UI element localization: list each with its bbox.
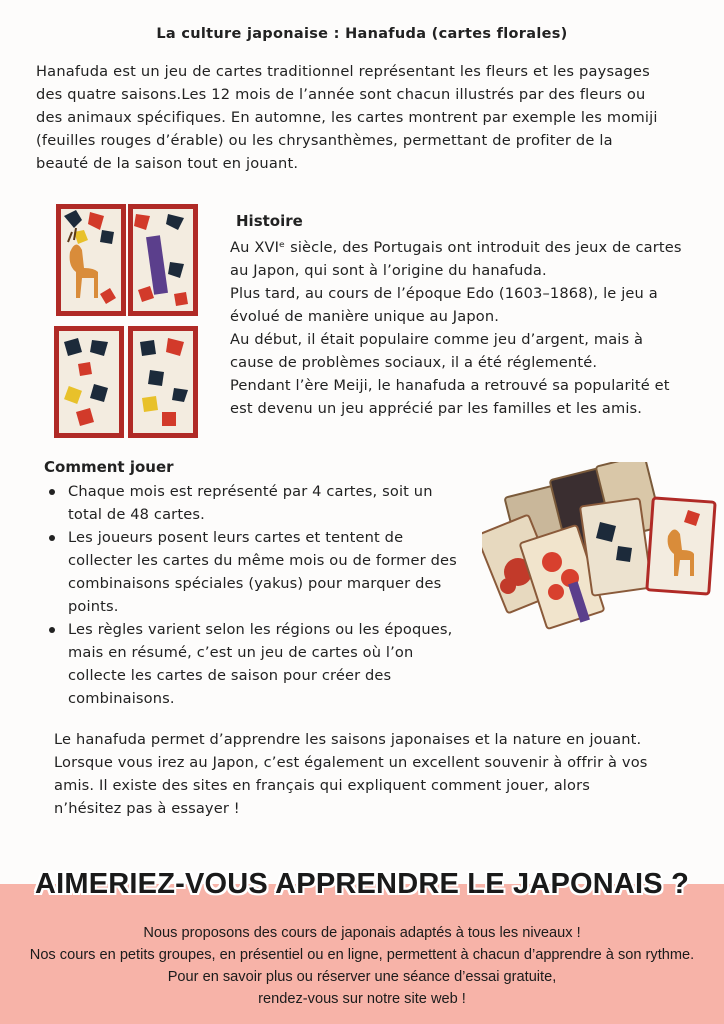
leaves-card-1: [54, 326, 124, 438]
promo-text: [0, 922, 724, 1010]
list-item-line: Les règles varient selon les régions ou les époques,: [68, 621, 453, 638]
list-item-line: total de 48 cartes.: [68, 506, 205, 523]
list-item-line: Les joueurs posent leurs cartes et tentent de: [68, 529, 404, 546]
history-line: Au XVIᵉ siècle, des Portugais ont introduit des jeux de cartes: [230, 239, 682, 256]
how-to-play-list: [44, 480, 484, 710]
outro-line: Le hanafuda permet d’apprendre les saisons japonaises et la nature en jouant.: [54, 731, 642, 748]
history-line: cause de problèmes sociaux, il a été réglementé.: [230, 354, 598, 371]
fan-card-deer: [647, 498, 715, 594]
outro-line: amis. Il existe des sites en français qui expliquent comment jouer, alors: [54, 777, 590, 794]
list-item-line: Chaque mois est représenté par 4 cartes, soit un: [68, 483, 433, 500]
intro-line: des quatre saisons.Les 12 mois de l’année sont chacun illustrés par des fleurs ou: [36, 86, 646, 103]
intro-line: (feuilles rouges d’érable) ou les chrysanthèmes, permettant de profiter de la: [36, 132, 613, 149]
promo-line: Nos cours en petits groupes, en présentiel ou en ligne, permettent à chacun d’apprendre à son rythme.: [29, 947, 695, 963]
history-line: est devenu un jeu apprécié par les familles et les amis.: [230, 400, 643, 417]
outro-line: n’hésitez pas à essayer !: [54, 800, 240, 817]
leaves-card-2: [128, 326, 198, 438]
history-paragraph: [230, 236, 710, 420]
promo-line: rendez-vous sur notre site web !: [258, 991, 466, 1007]
hanafuda-fan-illustration: [482, 462, 724, 654]
intro-line: des animaux spécifiques. En automne, les cartes montrent par exemple les momiji: [36, 109, 658, 126]
promo-line: Nous proposons des cours de japonais adaptés à tous les niveaux !: [143, 925, 581, 941]
bullet-icon: [49, 489, 55, 495]
hanafuda-cards-illustration: [50, 202, 200, 442]
list-item: [44, 480, 484, 526]
page-title: La culture japonaise : Hanafuda (cartes florales): [156, 26, 568, 42]
bullet-icon: [49, 535, 55, 541]
how-to-play-heading: Comment jouer: [44, 458, 174, 476]
list-item-line: combinaisons spéciales (yakus) pour marquer des: [68, 575, 442, 592]
deer-card: [56, 204, 126, 316]
bullet-icon: [49, 627, 55, 633]
promo-line: Pour en savoir plus ou réserver une séance d’essai gratuite,: [167, 969, 557, 985]
list-item-line: mais en résumé, c’est un jeu de cartes où l’on: [68, 644, 414, 661]
history-line: évolué de manière unique au Japon.: [230, 308, 500, 325]
intro-paragraph: [36, 60, 696, 175]
list-item-line: points.: [68, 598, 119, 615]
outro-line: Lorsque vous irez au Japon, c’est également un excellent souvenir à offrir à vos: [54, 754, 648, 771]
list-item-line: collecter les cartes du même mois ou de former des: [68, 552, 457, 569]
history-heading: Histoire: [236, 212, 303, 230]
history-line: Plus tard, au cours de l’époque Edo (1603–1868), le jeu a: [230, 285, 658, 302]
list-item: [44, 526, 484, 618]
history-line: au Japon, qui sont à l’origine du hanafuda.: [230, 262, 547, 279]
history-line: Au début, il était populaire comme jeu d’argent, mais à: [230, 331, 644, 348]
intro-line: Hanafuda est un jeu de cartes traditionnel représentant les fleurs et les paysages: [36, 63, 650, 80]
history-line: Pendant l’ère Meiji, le hanafuda a retrouvé sa popularité et: [230, 377, 670, 394]
intro-line: beauté de la saison tout en jouant.: [36, 155, 299, 172]
ribbon-card: [128, 204, 198, 316]
list-item-line: collecte les cartes de saison pour créer des: [68, 667, 392, 684]
outro-paragraph: [54, 728, 694, 820]
promo-heading: AIMERIEZ-VOUS APPRENDRE LE JAPONAIS ?: [34, 868, 690, 900]
fan-card-leaves: [580, 498, 652, 595]
list-item: [44, 618, 484, 710]
list-item-line: combinaisons.: [68, 690, 175, 707]
